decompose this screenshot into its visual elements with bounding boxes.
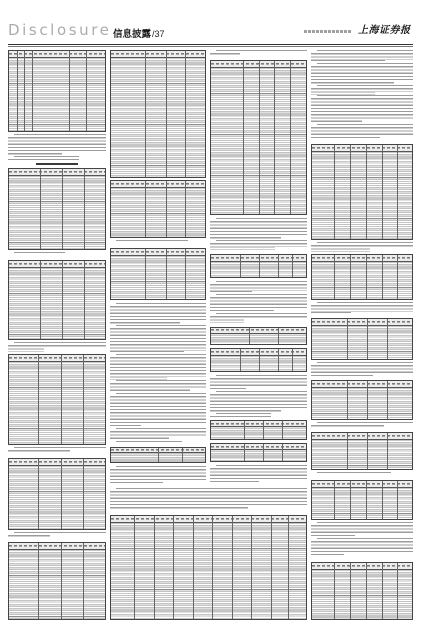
data-table — [110, 248, 206, 300]
paragraph — [210, 218, 307, 240]
table-column-divider — [382, 255, 383, 299]
paragraph — [110, 325, 206, 354]
table-header-row — [211, 421, 306, 427]
data-table — [210, 348, 307, 372]
table-column-divider — [292, 255, 293, 277]
table-column-divider — [350, 145, 351, 239]
table-header-row — [211, 444, 306, 450]
text-block — [210, 465, 307, 485]
table-column-divider — [185, 181, 186, 237]
paragraph — [210, 281, 307, 294]
text-block — [311, 242, 413, 252]
table-column-divider — [278, 349, 279, 371]
data-table — [311, 144, 413, 240]
table-column-divider — [61, 459, 62, 529]
paragraph — [311, 50, 413, 63]
table-header-row — [9, 459, 105, 466]
table-column-divider — [271, 516, 272, 619]
data-table — [210, 60, 307, 215]
table-header-row — [9, 543, 105, 550]
paragraph — [210, 465, 307, 484]
table-column-divider — [83, 355, 84, 444]
paragraph — [311, 242, 413, 252]
paragraph — [110, 488, 307, 510]
table-column-divider — [240, 349, 241, 371]
text-block — [110, 303, 206, 445]
data-table — [8, 354, 106, 445]
text-block — [311, 422, 413, 430]
paragraph — [210, 375, 307, 391]
table-column-divider — [292, 349, 293, 371]
paragraph — [110, 240, 206, 243]
masthead-logo: 上海证券报 — [358, 25, 411, 36]
table-column-divider — [173, 516, 174, 619]
table-header-row — [211, 328, 306, 334]
table-column-divider — [243, 61, 244, 214]
table-column-divider — [240, 255, 241, 277]
table-column-divider — [282, 444, 283, 461]
table-column-divider — [387, 319, 388, 359]
section-title-cn: 信息披露 — [113, 29, 152, 40]
data-table — [8, 260, 106, 340]
text-block — [8, 134, 106, 162]
table-column-divider — [259, 61, 260, 214]
table-column-divider — [334, 481, 335, 519]
table-column-divider — [182, 448, 183, 462]
table-column-divider — [32, 51, 33, 131]
text-block — [311, 50, 413, 142]
data-table — [110, 180, 206, 238]
table-column-divider — [145, 249, 146, 299]
paragraph — [210, 391, 307, 413]
table-column-divider — [62, 169, 63, 249]
data-table — [311, 432, 413, 470]
paragraph — [311, 472, 413, 475]
table-column-divider — [83, 543, 84, 619]
data-table — [8, 458, 106, 530]
table-column-divider — [382, 481, 383, 519]
text-block — [110, 240, 206, 246]
table-column-divider — [83, 459, 84, 529]
table-column-divider — [290, 61, 291, 214]
table-column-divider — [84, 169, 85, 249]
table-column-divider — [367, 319, 368, 359]
table-column-divider — [366, 481, 367, 519]
table-column-divider — [154, 516, 155, 619]
paragraph — [110, 441, 206, 444]
text-block — [311, 522, 413, 560]
table-column-divider — [366, 563, 367, 619]
paragraph — [311, 124, 413, 140]
data-table — [311, 254, 413, 300]
paragraph — [8, 447, 106, 453]
paragraph — [210, 294, 307, 313]
data-table — [210, 443, 307, 462]
paragraph — [8, 156, 106, 159]
text-block — [8, 532, 106, 540]
table-column-divider — [38, 459, 39, 529]
page-number: /37 — [152, 29, 165, 39]
table-column-divider — [274, 61, 275, 214]
table-column-divider — [24, 51, 25, 131]
table-column-divider — [251, 516, 252, 619]
table-column-divider — [367, 381, 368, 419]
table-column-divider — [367, 433, 368, 469]
table-header-row — [111, 249, 205, 256]
data-table — [110, 50, 206, 178]
table-column-divider — [61, 543, 62, 619]
table-column-divider — [145, 181, 146, 237]
table-column-divider — [17, 51, 18, 131]
text-block — [110, 488, 307, 512]
table-column-divider — [84, 261, 85, 339]
table-header-row — [9, 261, 105, 268]
paragraph — [110, 380, 206, 393]
paragraph — [210, 240, 307, 250]
table-column-divider — [185, 249, 186, 299]
table-column-divider — [263, 421, 264, 439]
table-header-row — [312, 381, 412, 388]
table-column-divider — [278, 255, 279, 277]
text-block — [110, 466, 206, 486]
table-column-divider — [38, 543, 39, 619]
section-heading — [36, 163, 77, 165]
table-column-divider — [350, 563, 351, 619]
text-block — [311, 472, 413, 478]
table-column-divider — [288, 516, 289, 619]
table-column-divider — [382, 145, 383, 239]
paragraph — [210, 50, 307, 56]
table-column-divider — [347, 319, 348, 359]
data-table — [311, 480, 413, 520]
table-column-divider — [69, 51, 70, 131]
table-column-divider — [40, 169, 41, 249]
text-block — [210, 281, 307, 325]
table-column-divider — [282, 421, 283, 439]
table-column-divider — [193, 516, 194, 619]
paragraph — [311, 85, 413, 95]
table-header-row — [9, 355, 105, 362]
paragraph — [311, 302, 413, 315]
table-column-divider — [244, 421, 245, 439]
table-column-divider — [387, 381, 388, 419]
paragraph — [210, 313, 307, 323]
table-column-divider — [334, 563, 335, 619]
paragraph — [110, 354, 206, 380]
text-block — [210, 50, 307, 58]
data-table — [110, 515, 307, 620]
paragraph — [8, 134, 106, 156]
data-table — [311, 562, 413, 620]
table-column-divider — [366, 255, 367, 299]
table-column-divider — [347, 381, 348, 419]
text-block — [8, 252, 106, 258]
table-column-divider — [387, 433, 388, 469]
table-column-divider — [185, 51, 186, 177]
table-column-divider — [232, 516, 233, 619]
text-block — [8, 342, 106, 352]
table-column-divider — [397, 481, 398, 519]
text-block — [311, 302, 413, 316]
table-column-divider — [334, 145, 335, 239]
table-header-row — [9, 169, 105, 176]
paragraph — [8, 252, 106, 255]
table-column-divider — [397, 563, 398, 619]
paragraph — [311, 538, 413, 557]
table-column-divider — [350, 481, 351, 519]
paragraph — [311, 522, 413, 538]
paragraph — [8, 532, 106, 538]
table-column-divider — [397, 255, 398, 299]
table-header-row — [111, 516, 306, 523]
paragraph — [110, 393, 206, 428]
paragraph — [210, 413, 307, 416]
table-column-divider — [86, 51, 87, 131]
text-block — [8, 447, 106, 456]
data-table — [210, 254, 307, 278]
section-title-en: Disclosure — [8, 21, 112, 39]
data-table — [110, 447, 206, 463]
text-block — [210, 375, 307, 418]
table-column-divider — [145, 51, 146, 177]
table-column-divider — [158, 448, 159, 462]
text-block — [210, 218, 307, 252]
paragraph — [110, 303, 206, 325]
data-table — [210, 327, 307, 345]
table-column-divider — [166, 181, 167, 237]
paragraph — [110, 466, 206, 485]
table-header-row — [312, 319, 412, 326]
table-column-divider — [350, 255, 351, 299]
table-column-divider — [347, 433, 348, 469]
data-table — [8, 542, 106, 620]
table-column-divider — [61, 355, 62, 444]
data-table — [210, 420, 307, 440]
table-header-row — [312, 433, 412, 440]
table-column-divider — [38, 355, 39, 444]
data-table — [8, 50, 106, 132]
table-column-divider — [278, 328, 279, 344]
table-column-divider — [397, 145, 398, 239]
paragraph — [311, 63, 413, 85]
paragraph — [8, 342, 106, 352]
table-column-divider — [244, 444, 245, 461]
table-column-divider — [366, 145, 367, 239]
table-column-divider — [249, 328, 250, 344]
paragraph — [311, 362, 413, 378]
table-column-divider — [334, 255, 335, 299]
table-column-divider — [382, 563, 383, 619]
table-header-row — [111, 181, 205, 188]
table-column-divider — [212, 516, 213, 619]
data-table — [311, 318, 413, 360]
paragraph — [311, 95, 413, 124]
data-table — [311, 380, 413, 420]
table-column-divider — [259, 349, 260, 371]
table-column-divider — [134, 516, 135, 619]
table-column-divider — [62, 261, 63, 339]
table-column-divider — [259, 255, 260, 277]
table-column-divider — [166, 51, 167, 177]
data-table — [8, 168, 106, 250]
table-column-divider — [263, 444, 264, 461]
text-block — [311, 362, 413, 378]
paragraph — [110, 428, 206, 441]
table-column-divider — [40, 261, 41, 339]
paragraph — [311, 422, 413, 428]
table-header-row — [111, 51, 205, 58]
table-column-divider — [166, 249, 167, 299]
